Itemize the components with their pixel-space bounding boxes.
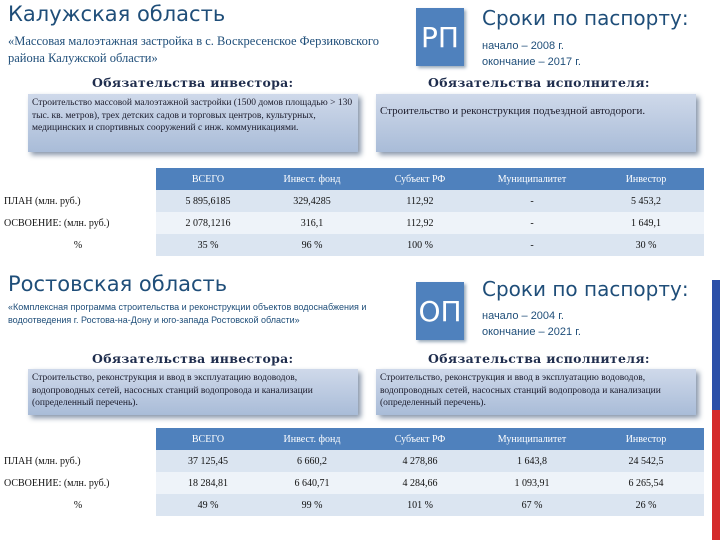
table-cell: 37 125,45 — [156, 450, 260, 472]
table-cell: - — [476, 234, 588, 256]
project-type-badge: ОП — [416, 282, 464, 340]
table-cell: 4 278,86 — [364, 450, 476, 472]
header-cell: Муниципалитет — [476, 168, 588, 190]
header-cell — [0, 168, 156, 190]
flag-stripe — [712, 150, 720, 540]
funding-table — [0, 428, 704, 516]
header-cell: Субъект РФ — [364, 428, 476, 450]
table-row — [0, 494, 704, 516]
header-cell: Муниципалитет — [476, 428, 588, 450]
table-cell: 30 % — [588, 234, 704, 256]
table-row — [0, 190, 704, 212]
executor-obligations: Строительство, реконструкция и ввод в эксплуатацию водоводов, водопроводных сетей, насосных станций водопровода и канализации (определенный перечень). — [376, 369, 696, 415]
table-cell: 5 895,6185 — [156, 190, 260, 212]
table-cell: 99 % — [260, 494, 364, 516]
row-label: ОСВОЕНИЕ: (млн. руб.) — [0, 472, 156, 494]
region-title: Ростовская область — [8, 272, 228, 296]
table-row — [0, 450, 704, 472]
row-label: ПЛАН (млн. руб.) — [0, 450, 156, 472]
table-row — [0, 472, 704, 494]
table-cell: 49 % — [156, 494, 260, 516]
table-cell: 1 093,91 — [476, 472, 588, 494]
table-cell: - — [476, 190, 588, 212]
table-cell: 24 542,5 — [588, 450, 704, 472]
header-cell: ВСЕГО — [156, 168, 260, 190]
project-name: «Комплексная программа строительства и реконструкции объектов водоснабжения и водоотведения г. Ростова-на-Дону и юго-запада Ростовской области» — [8, 302, 367, 325]
funding-table — [0, 168, 704, 256]
table-cell: 26 % — [588, 494, 704, 516]
executor-heading: Обязательства исполнителя: — [428, 75, 650, 90]
table-cell: 18 284,81 — [156, 472, 260, 494]
investor-obligations: Строительство, реконструкция и ввод в эксплуатацию водоводов, водопроводных сетей, насосных станций водопровода и канализации (определенный перечень). — [28, 369, 358, 415]
table-cell: 1 643,8 — [476, 450, 588, 472]
table-row — [0, 212, 704, 234]
investor-obligations: Строительство массовой малоэтажной застройки (1500 домов площадью > 130 тыс. кв. метров), трех детских садов и торговых центров, культурных, медицинских и спортивных сооружений с инж. коммуникациями. — [28, 94, 358, 152]
table-row — [0, 234, 704, 256]
table-cell: 6 660,2 — [260, 450, 364, 472]
header-cell: Инвестор — [588, 428, 704, 450]
table-cell: 316,1 — [260, 212, 364, 234]
row-label: % — [0, 494, 156, 516]
deadline-start: начало – 2008 г. — [482, 40, 564, 52]
deadline-end: окончание – 2021 г. — [482, 326, 581, 338]
deadline-title: Сроки по паспорту: — [482, 277, 689, 301]
row-label: ПЛАН (млн. руб.) — [0, 190, 156, 212]
table-cell: 6 640,71 — [260, 472, 364, 494]
investor-heading: Обязательства инвестора: — [92, 351, 294, 366]
header-cell: Инвест. фонд — [260, 168, 364, 190]
table-cell: 4 284,66 — [364, 472, 476, 494]
header-cell: ВСЕГО — [156, 428, 260, 450]
deadline-start: начало – 2004 г. — [482, 310, 564, 322]
executor-heading: Обязательства исполнителя: — [428, 351, 650, 366]
table-cell: 2 078,1216 — [156, 212, 260, 234]
header-cell: Инвест. фонд — [260, 428, 364, 450]
table-header-row — [0, 168, 704, 190]
table-cell: 101 % — [364, 494, 476, 516]
table-cell: 112,92 — [364, 212, 476, 234]
row-label: % — [0, 234, 156, 256]
table-cell: 1 649,1 — [588, 212, 704, 234]
header-cell — [0, 428, 156, 450]
table-cell: 67 % — [476, 494, 588, 516]
deadline-title: Сроки по паспорту: — [482, 6, 689, 30]
deadline-end: окончание – 2017 г. — [482, 56, 581, 68]
table-cell: - — [476, 212, 588, 234]
table-cell: 5 453,2 — [588, 190, 704, 212]
header-cell: Инвестор — [588, 168, 704, 190]
table-cell: 329,4285 — [260, 190, 364, 212]
table-cell: 112,92 — [364, 190, 476, 212]
row-label: ОСВОЕНИЕ: (млн. руб.) — [0, 212, 156, 234]
table-cell: 35 % — [156, 234, 260, 256]
table-cell: 100 % — [364, 234, 476, 256]
executor-obligations: Строительство и реконструкция подъездной автодороги. — [376, 94, 696, 152]
table-cell: 6 265,54 — [588, 472, 704, 494]
investor-heading: Обязательства инвестора: — [92, 75, 294, 90]
region-title: Калужская область — [8, 2, 226, 26]
table-cell: 96 % — [260, 234, 364, 256]
project-name: «Массовая малоэтажная застройка в с. Воскресенское Ферзиковского района Калужской области» — [8, 34, 379, 65]
project-type-badge: РП — [416, 8, 464, 66]
table-header-row — [0, 428, 704, 450]
header-cell: Субъект РФ — [364, 168, 476, 190]
